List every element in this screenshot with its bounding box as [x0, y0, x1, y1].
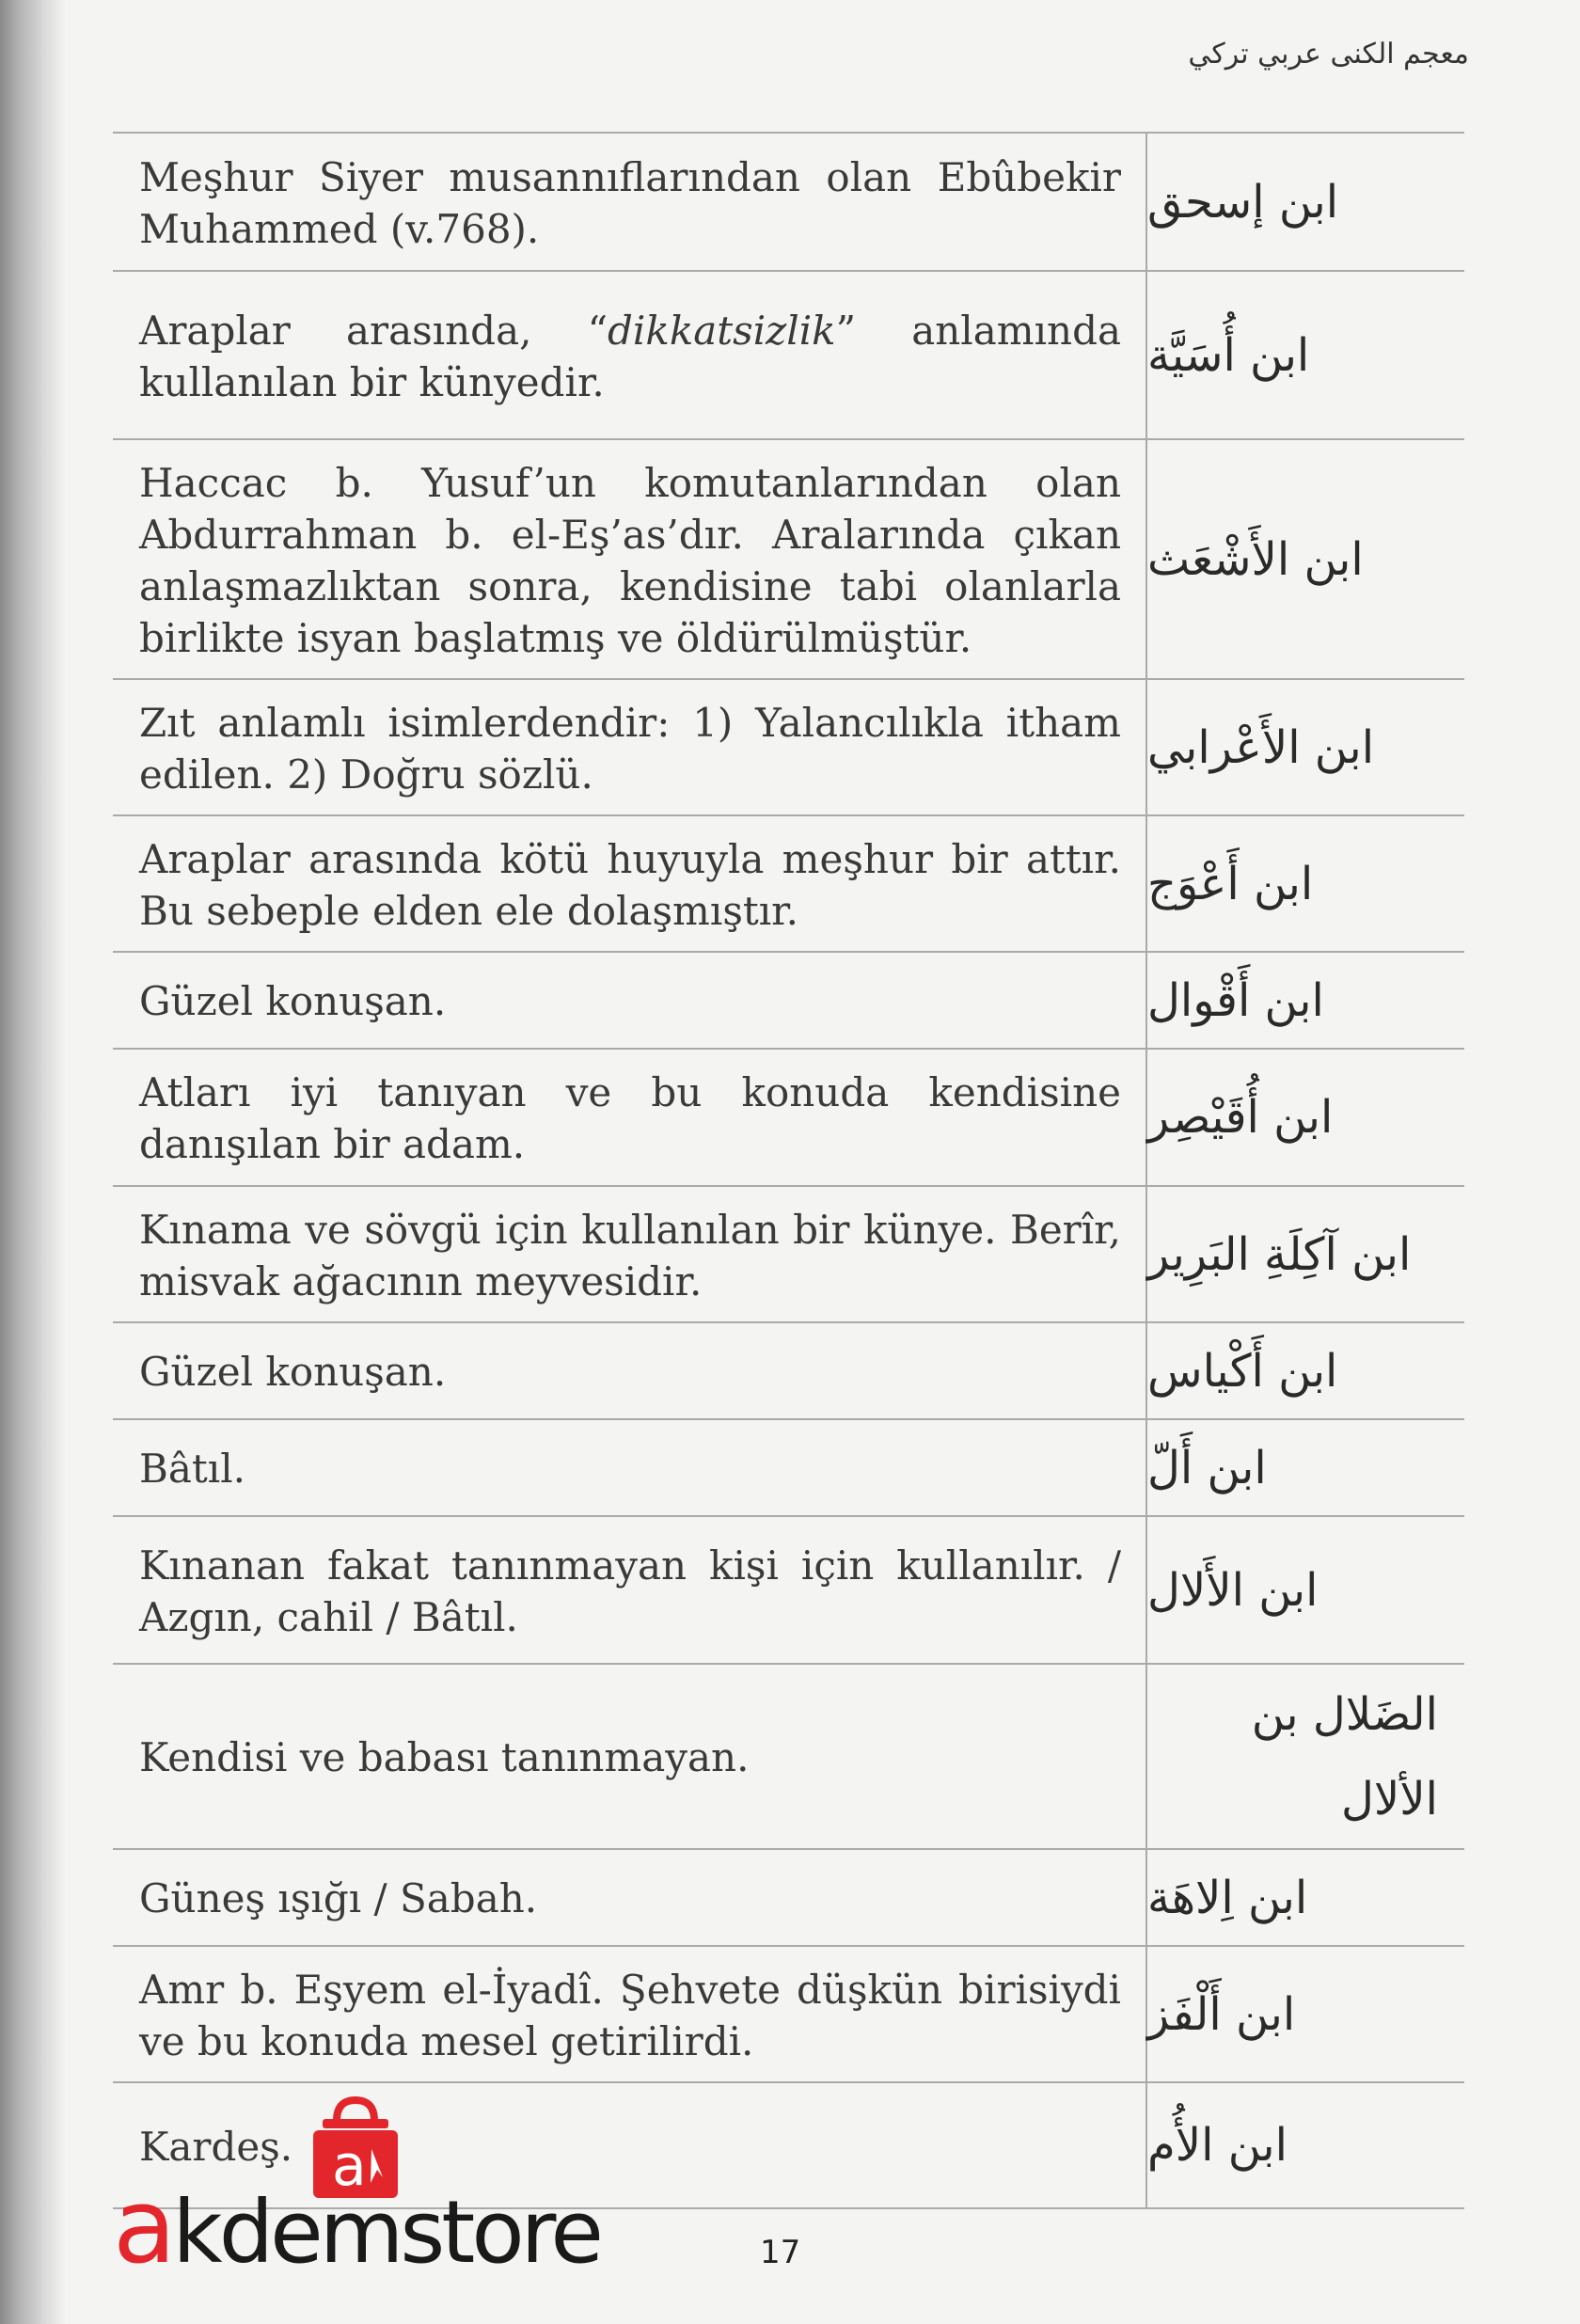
entry-row — [113, 1665, 1464, 1850]
entry-headword: ابن أَلْفَز — [1146, 1947, 1464, 2081]
entry-row — [113, 680, 1464, 816]
entry-headword: ابن اِلاهَة — [1146, 1850, 1464, 1945]
entry-definition: Kendisi ve babası tanınmayan. — [139, 1734, 750, 1780]
entry-definition: Zıt anlamlı isimlerdendir: 1) Yalancılıkla itham edilen. 2) Doğru sözlü. — [139, 699, 1121, 798]
entry-definition: Güzel konuşan. — [139, 1349, 447, 1395]
entry-headword: ابن أَكْياس — [1146, 1323, 1464, 1418]
entry-headword: ابن أَعْوَج — [1146, 816, 1464, 951]
entry-definition: Güzel konuşan. — [139, 978, 447, 1024]
entry-definition: Araplar arasında kötü huyuyla meşhur bir attır. Bu sebeple elden ele dolaşmıştır. — [139, 835, 1121, 934]
entry-row — [113, 1420, 1464, 1517]
entry-definition: Kınama ve sövgü için kullanılan bir künye. Berîr, misvak ağacının meyvesidir. — [139, 1206, 1121, 1304]
entry-headword: ابن الأَعْرابي — [1146, 680, 1464, 814]
logo-bag-letter: a — [332, 2133, 367, 2199]
italic-term: dikkatsizlik — [608, 307, 836, 354]
page-number: 17 — [760, 2234, 801, 2271]
entry-row — [113, 1850, 1464, 1947]
entry-row — [113, 953, 1464, 1050]
entry-row — [113, 816, 1464, 953]
entry-headword: ابن الأَلال — [1146, 1517, 1464, 1663]
entry-definition: Bâtıl. — [139, 1446, 245, 1492]
book-spine-shadow — [0, 0, 66, 2324]
entry-definition: Haccac b. Yusuf’un komutanlarından olan Abdurrahman b. el-Eş’as’dır. Aralarında çıkan anlaşmazlıktan sonra, kendisine tabi olanlarla birlikte isyan başlatmış ve öldürülmüştür. — [139, 459, 1121, 661]
entry-headword: ابن أُقَيْصِر — [1146, 1050, 1464, 1185]
entry-row — [113, 134, 1464, 272]
entry-row — [113, 1187, 1464, 1323]
entry-headword: ابن أَلّ — [1146, 1420, 1464, 1515]
entry-row — [113, 1050, 1464, 1187]
akdemstore-logo — [113, 2093, 602, 2286]
logo-wordmark — [113, 2166, 600, 2286]
entry-headword: ابن إسحق — [1146, 134, 1464, 270]
dictionary-table — [113, 132, 1464, 2209]
entry-definition: Meşhur Siyer musannıflarından olan Ebûbekir Muhammed (v.768). — [139, 153, 1121, 252]
entry-headword: ابن الأَشْعَث — [1146, 440, 1464, 678]
entry-headword: ابن الأُم — [1146, 2083, 1464, 2207]
entry-headword: ابن أَقْوال — [1146, 953, 1464, 1048]
entry-row — [113, 1517, 1464, 1665]
entry-definition: Atları iyi tanıyan ve bu konuda kendisine danışılan bir adam. — [139, 1069, 1121, 1167]
logo-a: a — [113, 2166, 173, 2286]
entry-definition: Kınanan fakat tanınmayan kişi için kullanılır. / Azgın, cahil / Bâtıl. — [139, 1541, 1121, 1640]
entry-headword: ابن آكِلَةِ البَرِير — [1146, 1187, 1464, 1321]
entry-row — [113, 1947, 1464, 2083]
entry-row — [113, 1323, 1464, 1420]
entry-row — [113, 272, 1464, 440]
entry-definition: Amr b. Eşyem el-İyadî. Şehvete düşkün birisiydi ve bu konuda mesel getirilirdi. — [139, 1966, 1121, 2064]
entry-headword: الضَلال بن الألال — [1146, 1665, 1464, 1848]
logo-rest: kdemstore — [172, 2182, 601, 2283]
entry-row — [113, 440, 1464, 680]
running-header: معجم الكنى عربي تركي — [1188, 38, 1469, 71]
entry-definition: Güneş ışığı / Sabah. — [139, 1875, 538, 1921]
entry-definition: Araplar arasında, “dikkatsizlik” anlamında kullanılan bir künyedir. — [139, 307, 1121, 405]
entry-headword: ابن أُسَيَّة — [1146, 272, 1464, 438]
entry-definition: Kardeş. — [139, 2123, 293, 2170]
